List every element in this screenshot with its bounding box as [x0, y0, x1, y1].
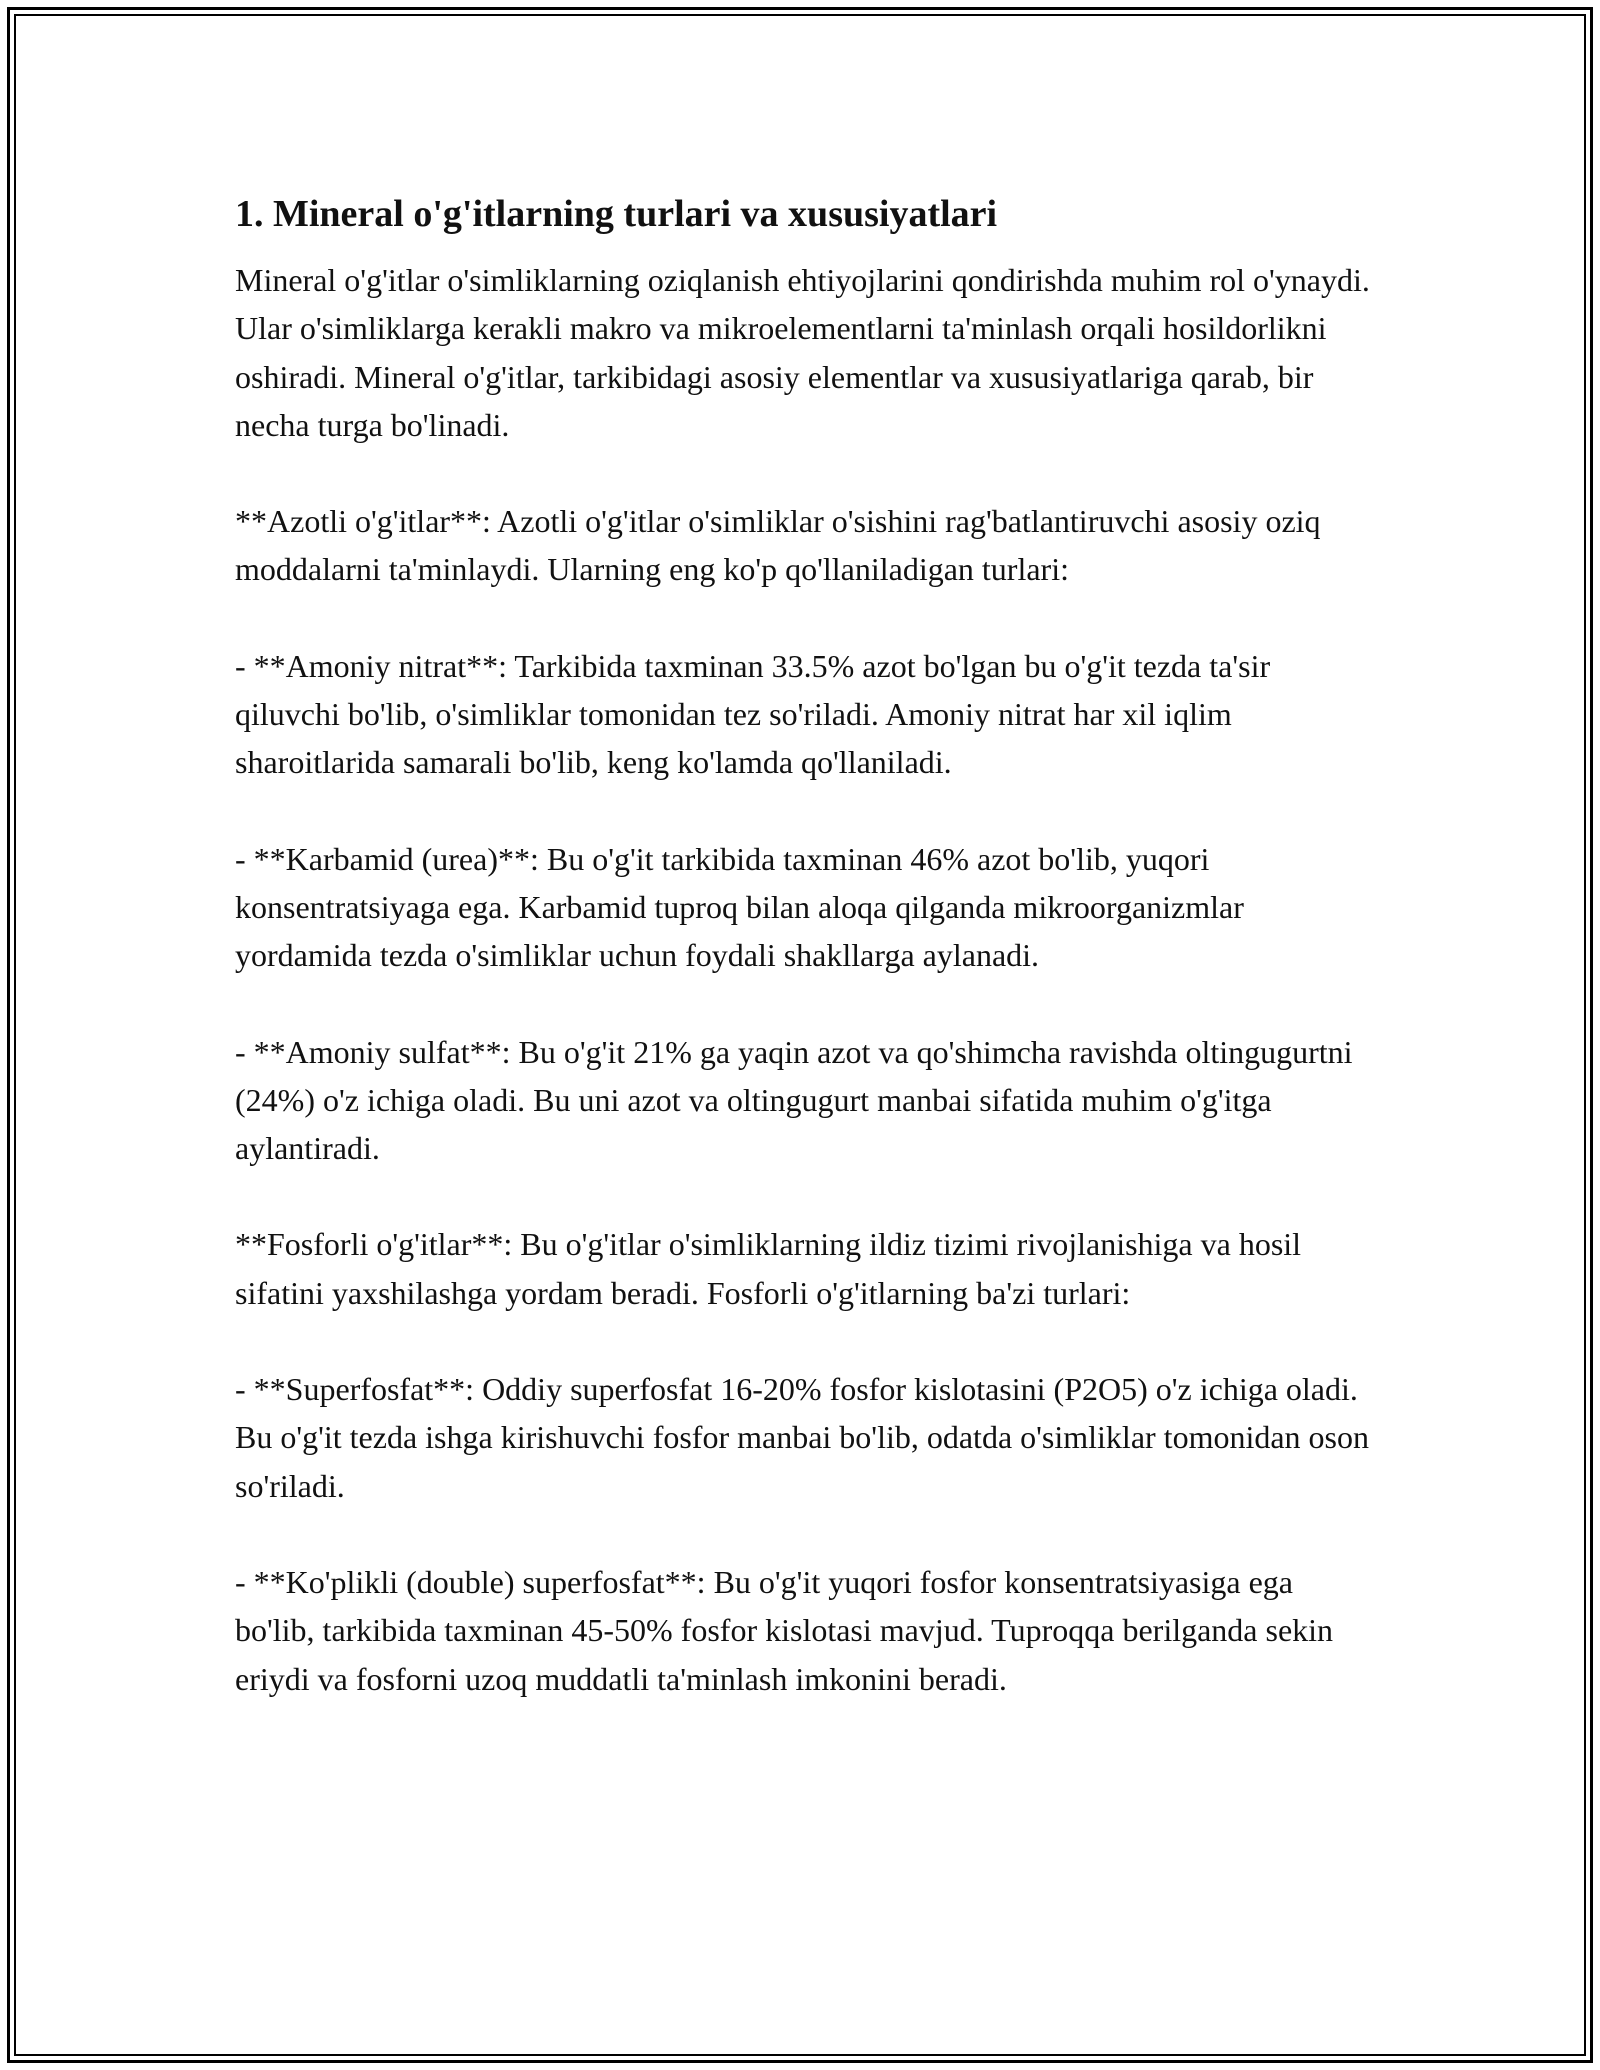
paragraph-phosphorus-fertilizers: **Fosforli o'g'itlar**: Bu o'g'itlar o'simliklarning ildiz tizimi rivojlanishiga va hosil sifatini yaxshilashga yordam beradi. Fosforli o'g'itlarning ba'zi turlari: [235, 1226, 1302, 1311]
paragraph-ammonium-sulfate: - **Amoniy sulfat**: Bu o'g'it 21% ga yaqin azot va qo'shimcha ravishda oltingugurtni (24%) o'z ichiga oladi. Bu uni azot va oltingugurt manbai sifatida muhim o'g'itga aylantiradi. [235, 1033, 1353, 1167]
document-body [235, 188, 1375, 1703]
paragraph-nitrogen-fertilizers: **Azotli o'g'itlar**: Azotli o'g'itlar o'simliklar o'sishini rag'batlantiruvchi asosiy oziq moddalarni ta'minlaydi. Ularning eng ko'p qo'llaniladigan turlari: [235, 503, 1321, 588]
paragraph-double-superphosphate: - **Ko'plikli (double) superfosfat**: Bu o'g'it yuqori fosfor konsentratsiyasiga ega bo'lib, tarkibida taxminan 45-50% fosfor kislotasi mavjud. Tuproqqa berilganda sekin eriydi va fosforni uzoq muddatli ta'minlash imkonini beradi. [235, 1563, 1334, 1697]
paragraph-superphosphate: - **Superfosfat**: Oddiy superfosfat 16-20% fosfor kislotasini (P2O5) o'z ichiga oladi. Bu o'g'it tezda ishga kirishuvchi fosfor manbai bo'lib, odatda o'simliklar tomonidan oson so'riladi. [235, 1371, 1369, 1504]
paragraph-urea: - **Karbamid (urea)**: Bu o'g'it tarkibida taxminan 46% azot bo'lib, yuqori konsentratsiyaga ega. Karbamid tuproq bilan aloqa qilganda mikroorganizmlar yordamida tezda o'simliklar uchun foydali shakllarga aylanadi. [235, 840, 1244, 974]
paragraph-intro: Mineral o'g'itlar o'simliklarning oziqlanish ehtiyojlarini qondirishda muhim rol o'ynaydi. Ular o'simliklarga kerakli makro va mikroelementlarni ta'minlash orqali hosildorlikni oshiradi. Mineral o'g'itlar, tarkibidagi asosiy elementlar va xususiyatlariga qarab, bir necha turga bo'linadi. [235, 262, 1370, 443]
paragraph-ammonium-nitrate: - **Amoniy nitrat**: Tarkibida taxminan 33.5% azot bo'lgan bu o'g'it tezda ta'sir qiluvchi bo'lib, o'simliklar tomonidan tez so'riladi. Amoniy nitrat har xil iqlim sharoitlarida samarali bo'lib, keng ko'lamda qo'llaniladi. [235, 647, 1271, 781]
section-title: 1. Mineral o'g'itlarning turlari va xususiyatlari [235, 193, 998, 235]
